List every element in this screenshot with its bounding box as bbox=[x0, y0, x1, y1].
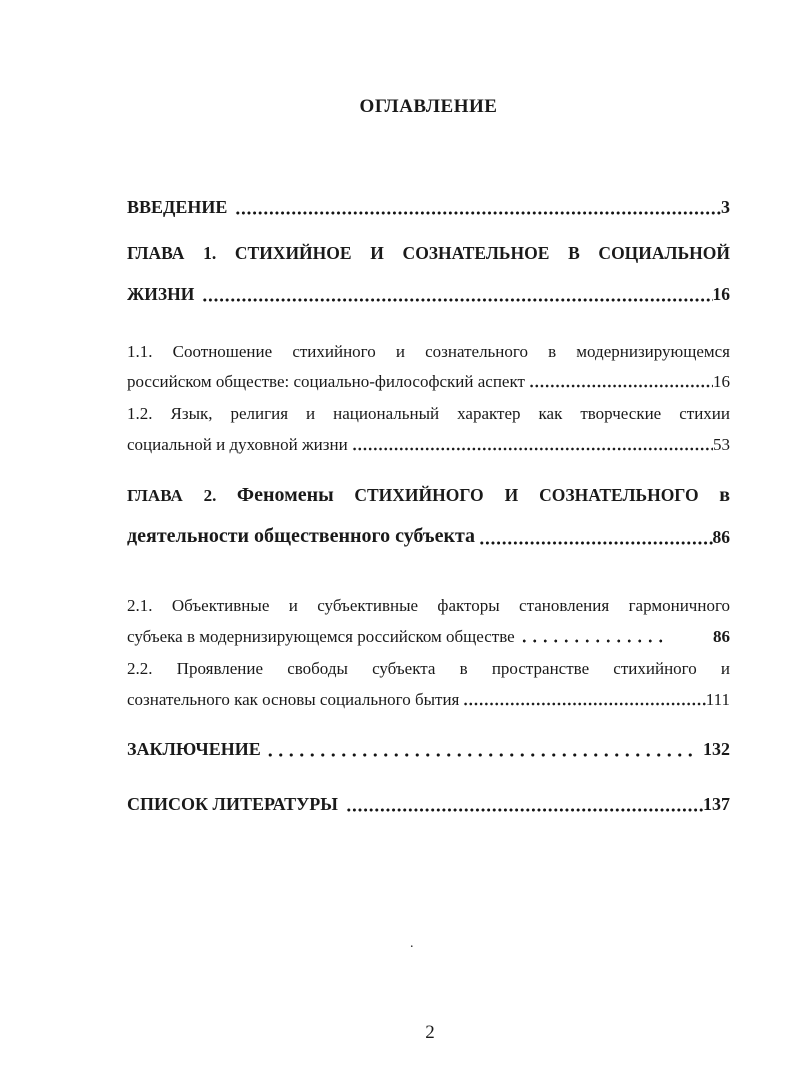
page-ref: 137 bbox=[703, 794, 730, 814]
page-ref: 86 bbox=[713, 627, 730, 646]
toc-entry-label: ЖИЗНИ bbox=[127, 284, 195, 304]
toc-entry-label: сознательного как основы социального бытия bbox=[127, 690, 460, 709]
dot-leader bbox=[352, 447, 713, 451]
dot-leader bbox=[202, 297, 712, 302]
toc-entry-label: социальной и духовной жизни bbox=[127, 435, 348, 454]
toc-entry-bibliography bbox=[127, 793, 730, 816]
toc-entry-conclusion bbox=[127, 738, 730, 761]
toc-heading: ОГЛАВЛЕНИЕ bbox=[359, 96, 498, 117]
toc-entry-section21-line1: 2.1. Объективные и субъективные факторы становления гармоничного bbox=[127, 596, 730, 615]
chapter2-prefix: ГЛАВА 2. bbox=[127, 486, 217, 505]
toc-entry-chapter1-line2 bbox=[127, 284, 730, 306]
toc-entry-label: ЗАКЛЮЧЕНИЕ bbox=[127, 739, 261, 759]
toc-entry-label: субъека в модернизирующемся российском обществе bbox=[127, 627, 515, 646]
scan-speck: . bbox=[410, 936, 414, 951]
dot-leader bbox=[529, 384, 713, 388]
footer-page-number: 2 bbox=[425, 1022, 435, 1043]
dot-leader bbox=[346, 807, 703, 812]
dot-leader bbox=[463, 702, 705, 706]
dot-leader bbox=[235, 210, 721, 215]
toc-entry-label: деятельности общественного субъекта bbox=[127, 525, 476, 547]
page-ref: 111 bbox=[705, 690, 730, 709]
toc-entry-section21-line2 bbox=[127, 626, 730, 647]
chapter2-emphasis: Феномены bbox=[236, 484, 334, 506]
toc-entry-introduction bbox=[127, 196, 730, 219]
page-ref: 3 bbox=[721, 197, 730, 217]
toc-entry-section12-line2 bbox=[127, 434, 730, 455]
toc-entry-section22-line1: 2.2. Проявление свободы субъекта в пространстве стихийного и bbox=[127, 659, 730, 678]
page-ref: 16 bbox=[712, 284, 730, 304]
toc-entry-chapter2-line1 bbox=[127, 483, 730, 508]
toc-entry-section11-line1: 1.1. Соотношение стихийного и сознательного в модернизирующемся bbox=[127, 342, 730, 361]
chapter2-rest: СТИХИЙНОГО И СОЗНАТЕЛЬНОГО bbox=[354, 485, 699, 505]
page-ref: 132 bbox=[703, 739, 730, 759]
toc-entry-chapter1-line1: ГЛАВА 1. СТИХИЙНОЕ И СОЗНАТЕЛЬНОЕ В СОЦИАЛЬНОЙ bbox=[127, 243, 730, 263]
toc-entry-label: ВВЕДЕНИЕ bbox=[127, 197, 228, 217]
dot-leader bbox=[519, 639, 665, 643]
toc-entry-chapter2-line2 bbox=[127, 524, 730, 549]
toc-entry-label: российском обществе: социально-философский аспект bbox=[127, 372, 525, 391]
dot-leader bbox=[265, 752, 694, 757]
toc-entry-label: СПИСОК ЛИТЕРАТУРЫ bbox=[127, 794, 338, 814]
toc-entry-section12-line1: 1.2. Язык, религия и национальный характер как творческие стихии bbox=[127, 404, 730, 423]
page-ref: 86 bbox=[712, 527, 730, 548]
chapter2-suffix: в bbox=[719, 484, 731, 506]
toc-entry-section22-line2 bbox=[127, 689, 730, 710]
page-ref: 53 bbox=[713, 435, 730, 454]
toc-entry-section11-line2 bbox=[127, 371, 730, 392]
page-ref: 16 bbox=[713, 372, 730, 391]
dot-leader bbox=[479, 541, 712, 546]
